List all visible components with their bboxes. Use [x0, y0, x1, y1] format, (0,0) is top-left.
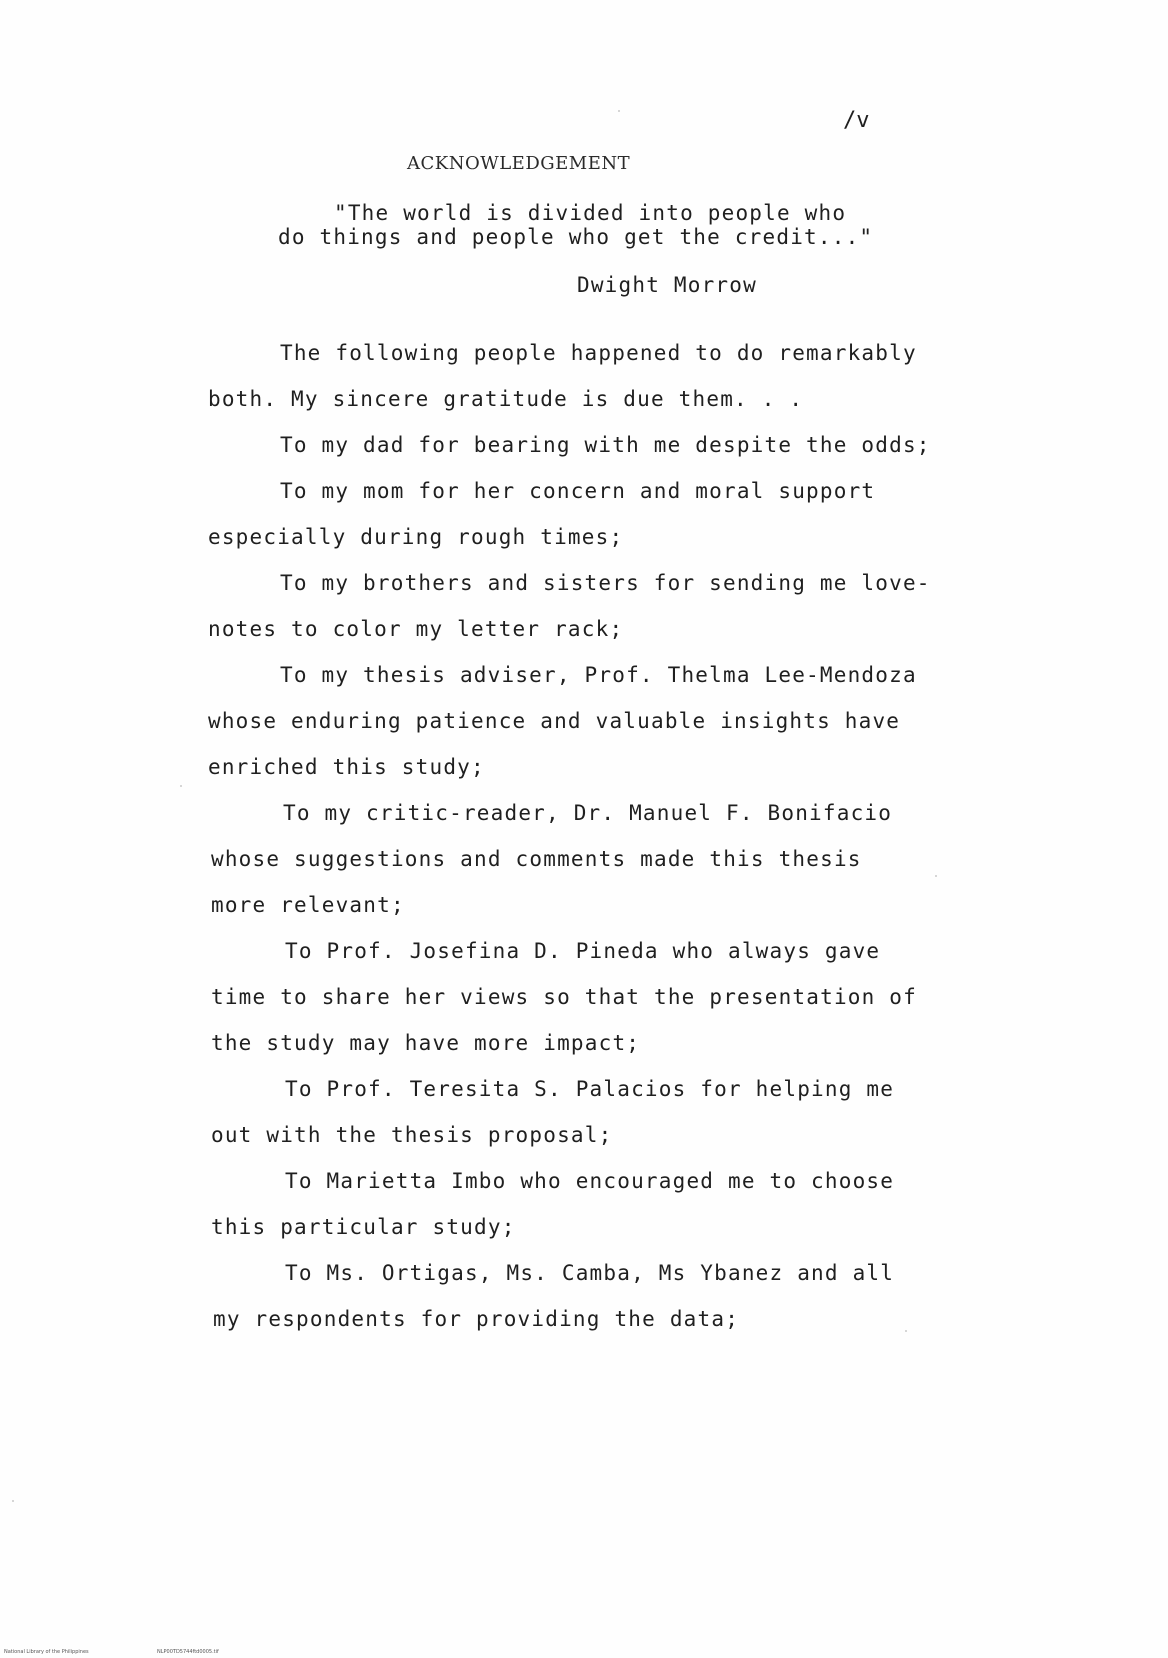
epigraph-line-1: "The world is divided into people who — [334, 201, 847, 225]
body-line: out with the thesis proposal; — [211, 1123, 613, 1147]
body-line: more relevant; — [211, 893, 405, 917]
body-line: my respondents for providing the data; — [213, 1307, 740, 1331]
body-line: this particular study; — [211, 1215, 516, 1239]
epigraph-line-2: do things and people who get the credit..." — [278, 225, 874, 249]
scan-speck — [12, 1500, 14, 1502]
body-line: To my critic-reader, Dr. Manuel F. Bonifacio — [283, 801, 893, 825]
body-line: enriched this study; — [208, 755, 485, 779]
footer-library: National Library of the Philippines — [4, 1649, 89, 1655]
body-line: To Marietta Imbo who encouraged me to choose — [285, 1169, 895, 1193]
body-line: To Ms. Ortigas, Ms. Camba, Ms Ybanez and all — [285, 1261, 895, 1285]
page-title: ACKNOWLEDGEMENT — [407, 153, 631, 174]
body-line: To my dad for bearing with me despite the odds; — [280, 433, 931, 457]
body-line: time to share her views so that the presentation of — [211, 985, 917, 1009]
body-line: To my thesis adviser, Prof. Thelma Lee-Mendoza — [280, 663, 917, 687]
scan-speck — [180, 785, 182, 787]
body-line: To my brothers and sisters for sending me love- — [280, 571, 931, 595]
body-line: whose suggestions and comments made this thesis — [211, 847, 862, 871]
scan-speck — [618, 110, 620, 112]
body-line: The following people happened to do remarkably — [280, 341, 917, 365]
body-line: notes to color my letter rack; — [208, 617, 624, 641]
body-line: the study may have more impact; — [211, 1031, 641, 1055]
body-line: whose enduring patience and valuable insights have — [208, 709, 901, 733]
scan-speck — [905, 1330, 907, 1332]
body-line: To Prof. Josefina D. Pineda who always gave — [285, 939, 881, 963]
body-line: both. My sincere gratitude is due them. . . — [208, 387, 804, 411]
body-line: To Prof. Teresita S. Palacios for helping me — [285, 1077, 895, 1101]
scan-speck — [935, 875, 937, 877]
body-line: especially during rough times; — [208, 525, 624, 549]
body-line: To my mom for her concern and moral support — [280, 479, 876, 503]
footer-file-id: NLP00TD5744ftd0005.tif — [157, 1649, 219, 1655]
epigraph-author: Dwight Morrow — [577, 273, 757, 297]
page-number: /v — [843, 108, 870, 133]
